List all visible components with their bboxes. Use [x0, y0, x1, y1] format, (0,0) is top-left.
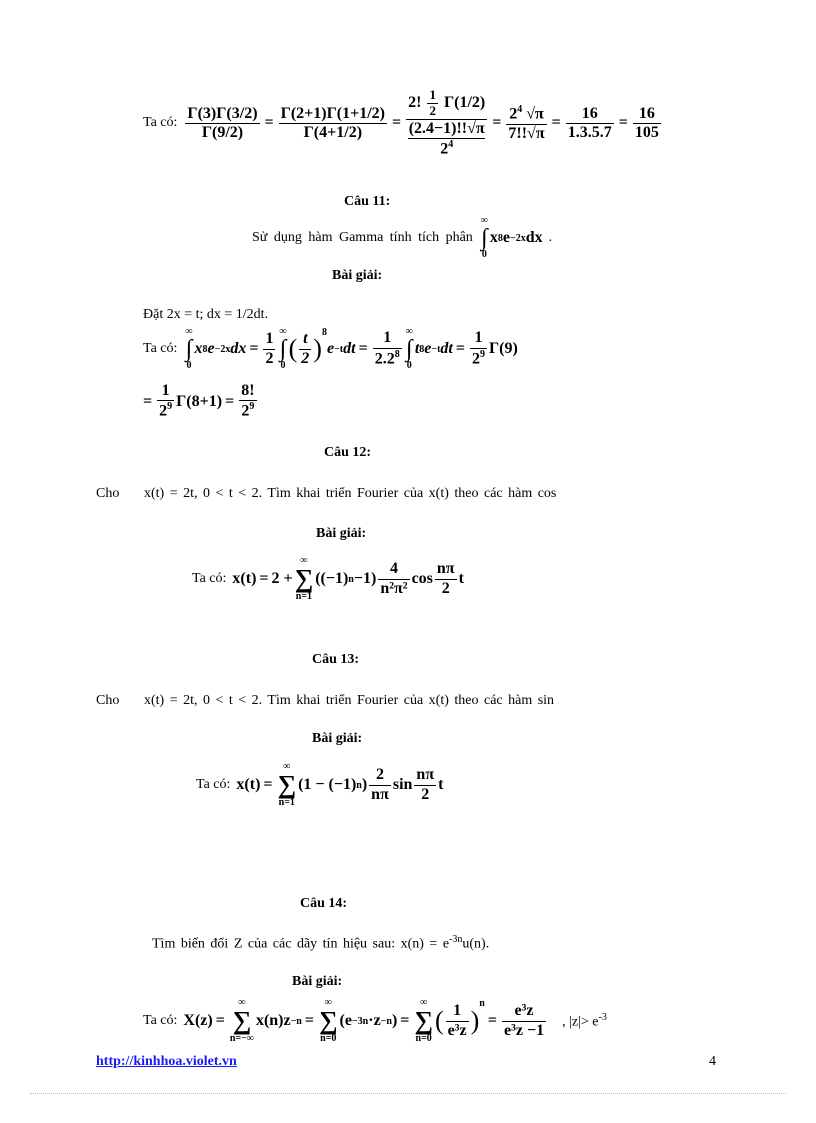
- q12-statement: x(t) = 2t, 0 < t < 2. Tìm khai triển Fourier của x(t) theo các hàm cos: [144, 486, 557, 501]
- q13-formula: Ta có: x(t) = ∞ ∑ n=1 (1 − (−1) n ) $\frac{2}{n\pi}$ sin $\frac{n\pi}{2}$ t: [196, 761, 444, 808]
- q12-formula: Ta có: x(t) = 2 + ∞ ∑ n=1 ((−1) n −1) $\frac{4}{\text{n²π²}}$ cos $\frac{n\pi}{2}$ t: [192, 555, 464, 602]
- q13-title: Câu 13:: [312, 652, 360, 667]
- q10-frac-6: $\frac{16}{105}$: [634, 104, 659, 141]
- q11-formula-line1: Ta có: ∞ ∫ 0 x 8 e −2x dx = $\frac{1}{2}$ ∞ ∫ 0 ( $\frac{t}{2}$ ) $^8$ e −t dt = $\frac{1}{2.2^8}$ ∞ ∫ 0 t 8 e −t dt = $\frac{1}{2^9}$ Γ(9): [143, 326, 518, 371]
- footer-link[interactable]: http://kinhhoa.violet.vn: [96, 1054, 237, 1069]
- q12-lead: Cho: [96, 486, 120, 501]
- q14-formula: Ta có: X(z) = ∞ ∑ n=−∞ x(n)z −n = ∞ ∑ n=0 (e −3n ·z −n ) = ∞ ∑ n=0 ( $\frac{1}{\text{e³z}}$ ) $^n$ = $\frac{\text{e³z}}{\text{e³z −1}}$ , $|z|> e^{-3}$: [143, 997, 607, 1044]
- q14-title: Câu 14:: [300, 896, 348, 911]
- q10-frac-2: $\frac{\Gamma(2+1)\Gamma(1+1/2)}{\Gamma(4+1/2)}$: [280, 104, 386, 141]
- q13-solution-label: Bài giải:: [312, 731, 363, 746]
- q10-frac-5: $\frac{16}{1.3.5.7}$: [567, 104, 612, 141]
- q14-roc: , $|z|> e^{-3}$: [562, 1011, 607, 1030]
- q11-statement: Sử dụng hàm Gamma tính tích phân ∞ ∫ 0 x 8 e −2x dx .: [252, 215, 553, 260]
- q11-solution-label: Bài giải:: [332, 268, 383, 283]
- page-number: 4: [709, 1054, 716, 1069]
- q11-title: Câu 11:: [344, 194, 391, 209]
- q12-solution-label: Bài giải:: [316, 526, 367, 541]
- page-bottom-divider: [30, 1093, 786, 1094]
- q14-solution-label: Bài giải:: [292, 974, 343, 989]
- q11-substitution: Đặt 2x = t; dx = 1/2dt.: [143, 307, 269, 322]
- q13-statement: x(t) = 2t, 0 < t < 2. Tìm khai triển Fourier của x(t) theo các hàm sin: [144, 693, 555, 708]
- q10-frac-1: $\frac{\Gamma(3)\Gamma(3/2)}{\Gamma(9/2)}$: [187, 104, 258, 141]
- q14-statement: Tìm biến đổi Z của các dãy tín hiệu sau: $x(n) = e^{-3n}u(n)$.: [152, 934, 490, 952]
- q11-formula-line2: = $\frac{1}{2^9}$ Γ(8+1) = $\frac{8!}{2^9}$: [143, 382, 255, 420]
- q10-frac-3: 2! $\frac{1}{2}$ Γ(1/2) (2.4−1)!!√π $2^4$: [408, 87, 486, 158]
- q10-frac-4: $\frac{2^4 √\pi}{7!!√\pi}$: [508, 103, 545, 142]
- q10-prefix: Ta có:: [143, 115, 178, 131]
- q13-lead: Cho: [96, 693, 120, 708]
- q10-formula: Ta có: $\frac{\Gamma(3)\Gamma(3/2)}{\Gamma(9/2)}$ = $\frac{\Gamma(2+1)\Gamma(1+1/2)}{\Gamma(4+1/2)}$ = 2! $\frac{1}{2}$ Γ(1/2) (2.4−1)!!√π $2^4$ = $\frac{2^4 √\pi}{7!!√\pi}$ = $\frac{16}{1.3.5.7}$ = $\frac{16}{105}$: [143, 87, 659, 158]
- q12-title: Câu 12:: [324, 445, 372, 460]
